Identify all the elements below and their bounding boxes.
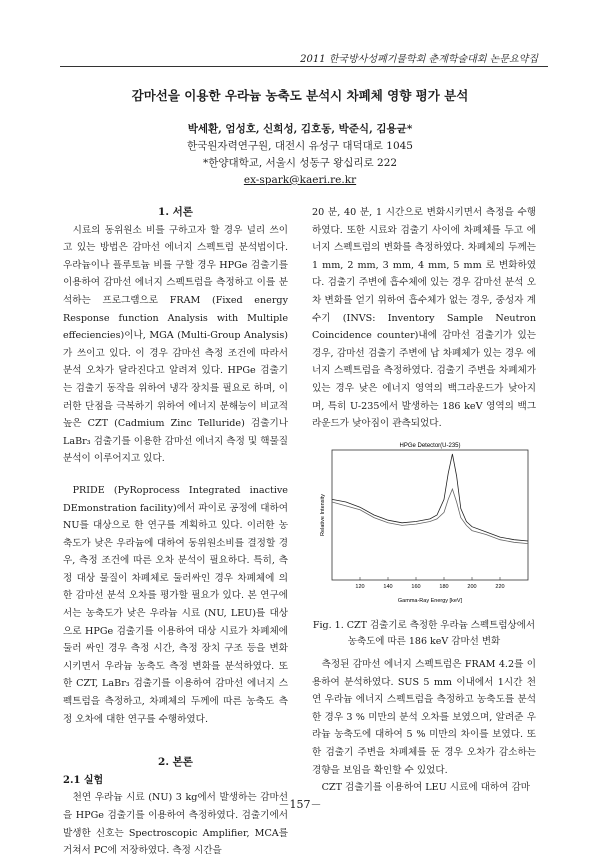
subsection-heading: 2.1 실험	[63, 774, 104, 786]
plot-frame	[332, 450, 528, 580]
x-tick-label: 120	[355, 584, 365, 590]
spectrum-line-1	[332, 454, 528, 541]
x-axis-label: Gamma-Ray Energy [keV]	[397, 598, 463, 604]
right-column-bottom	[312, 656, 536, 797]
right-paragraph-3: CZT 검출기를 이용하여 LEU 시료에 대하여 감마	[321, 782, 531, 794]
right-column-top	[312, 204, 536, 433]
right-paragraph-2: 측정된 감마선 에너지 스펙트럼은 FRAM 4.2를 이용하여 분석하였다. SUS 5 mm 이내에서 1시간 천연 우라늄 에너지 스펙트럼을 측정하고 농축도를 분석한 경우 3 % 미만의 분석 오차를 보였으며, 알려준 우라늄 농축도에 대하여 5 % 미만의 차이를 보였다. 또한 검출기 주변을 차폐체를 둔 경우 오차가 감소하는 경향을 보임을 확인할 수 있었다.	[312, 659, 536, 776]
x-tick-label: 200	[467, 584, 477, 590]
figure-1	[312, 438, 536, 608]
y-axis-label: Relative Intensity	[320, 494, 326, 536]
body-paragraph-1: 천연 우라늄 시료 (NU) 3 kg에서 발생하는 감마선을 HPGe 검출기를 이용하여 측정하였다. 검출기에서 발생한 신호는 Spectroscopic Amplifier, MCA를 거쳐서 PC에 저장하였다. 측정 시간을	[63, 792, 288, 857]
affiliation-2: *한양대학교, 서울시 성동구 왕십리로 222	[202, 157, 398, 169]
intro-heading: 1. 서론	[158, 206, 193, 218]
left-column	[63, 204, 288, 860]
spectrum-chart	[312, 438, 536, 608]
intro-paragraph-1: 시료의 동위원소 비를 구하고자 할 경우 널리 쓰이고 있는 방법은 감마선 에너지 스펙트럼 분석법이다. 우라늄이나 플루토늄 비를 구할 경우 HPGe 검출기를 이용하여 감마선 에너지 스펙트럼을 측정하고 이를 분석하는 프로그램으로 FRAM (Fixed energy Response function Analysis with Multiple effeciencies)이나, MGA (Multi-Group Analysis)가 쓰이고 있다. 이 경우 감마선 측정 조건에 따라서 분석 오차가 달라진다고 알려져 있다. HPGe 검출기는 검출기 동작을 위하여 냉각 장치를 필요로 하며, 이러한 단점을 극복하기 위하여 에너지 분해능이 비교적 높은 CZT (Cadmium Zinc Telluride) 검출기나 LaBr₃ 검출기를 이용한 감마선 에너지 측정 및 핵물질 분석이 이루어지고 있다.	[63, 224, 289, 465]
x-tick-label: 160	[411, 584, 421, 590]
right-paragraph-1: 20 분, 40 분, 1 시간으로 변화시키면서 측정을 수행하였다. 또한 시료와 검출기 사이에 차폐체를 두고 에너지 스펙트럼의 변화를 측정하였다. 차폐체의 두께는 1 mm, 2 mm, 3 mm, 4 mm, 5 mm 로 변화하였다. 검출기 주변에 흡수체에 있는 경우 감마선 분석 오차 변화를 얻기 위하여 흡수체가 없는 경우, 중성자 계수기 (INVS: Inventory Sample Neutron Coincidence counter)내에 감마선 검출기가 있는 경우, 감마선 검출기 주변에 납 차폐체가 있는 경우 에너지 스펙트럼을 측정하였다. 검출기 주변을 차폐체가 있는 경우 낮은 에너지 영역의 백그라운드가 낮아지며, 특히 U-235에서 발생하는 186 keV 영역의 백그라운드가 낮아짐이 관측되었다.	[312, 207, 536, 430]
chart-title: HPGe Detector(U-235)	[399, 443, 461, 449]
affiliation-1: 한국원자력연구원, 대전시 유성구 대덕대로 1045	[187, 140, 413, 152]
paper-title: 감마선을 이용한 우라늄 농축도 분석시 차폐체 영향 평가 분석	[131, 88, 469, 103]
figure-caption: Fig. 1. CZT 검출기로 측정한 우라늄 스펙트럼상에서 농축도에 따른 186 keV 감마선 변화	[312, 620, 536, 647]
x-tick-label: 220	[495, 584, 505, 590]
page-number: －157－	[278, 798, 322, 811]
x-tick-label: 180	[439, 584, 449, 590]
body-heading: 2. 본론	[158, 756, 193, 769]
header-rule	[60, 66, 548, 67]
intro-paragraph-2: PRIDE (PyRoprocess Integrated inactive DEmonstration facility)에서 파이로 공정에 대하여 NU를 대상으로 한 연구를 계획하고 있다. 이러한 농축도가 낮은 우라늄에 대하여 동위원소비를 결정할 경우, 측정 조건에 따른 오차 분석이 필요하다. 특히, 측정 대상 물질이 차폐체로 둘러싸인 경우 차폐체에 의한 감마선 분석 오차를 평가할 필요가 있다. 본 연구에서는 농축도가 낮은 우라늄 시료 (NU, LEU)를 대상으로 HPGe 검출기를 이용하여 대상 시료가 차폐체에 둘러 싸인 경우 측정 시간, 측정 장치 구조 등을 변화시키면서 우라늄 농축도 측정 변화를 분석하였다. 또한 CZT, LaBr₃ 검출기를 이용하여 감마선 에너지 스펙트럼을 측정하고, 차폐체의 두께에 따른 농축도 측정 오차에 대한 연구를 수행하였다.	[63, 484, 288, 725]
author-block	[0, 121, 600, 189]
x-tick-label: 140	[383, 584, 393, 590]
spectrum-line-2	[332, 489, 528, 544]
author-email[interactable]: ex-spark@kaeri.re.kr	[243, 174, 357, 186]
proceedings-header: 2011 한국방사성폐기물학회 춘계학술대회 논문요약집	[300, 54, 538, 65]
author-names: 박세환, 엄성호, 신희성, 김호동, 박준식, 김용균*	[187, 123, 413, 135]
